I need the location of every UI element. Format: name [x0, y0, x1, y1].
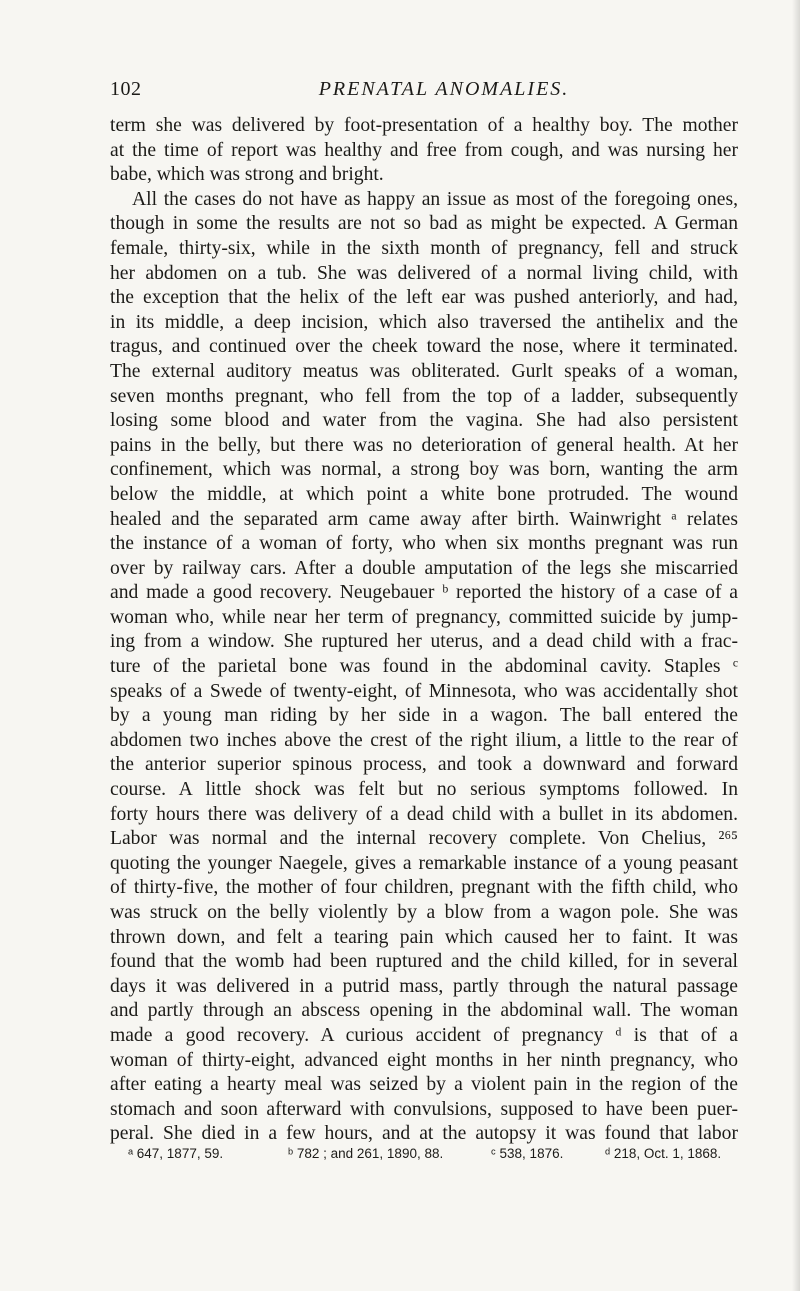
- text-line: the instance of a woman of forty, who when six months pregnant was run: [110, 533, 738, 555]
- text-line: course. A little shock was felt but no serious symptoms followed. In: [110, 779, 738, 801]
- text-line: babe, which was strong and bright.: [110, 164, 384, 186]
- text-line: woman who, while near her term of pregnancy, committed suicide by jump-: [110, 606, 738, 628]
- footnote-d: ᵈ 218, Oct. 1, 1868.: [605, 1146, 722, 1161]
- text-line: her abdomen on a tub. She was delivered of a normal living child, with: [110, 262, 738, 284]
- text-line: seven months pregnant, who fell from the top of a ladder, subsequently: [110, 385, 738, 407]
- text-line: All the cases do not have as happy an issue as most of the foregoing ones,: [132, 188, 738, 210]
- page-number: 102: [110, 78, 142, 100]
- text-line: tragus, and continued over the cheek toward the nose, where it terminated.: [110, 336, 738, 358]
- running-head: [110, 78, 738, 102]
- text-line: the anterior superior spinous process, and took a downward and forward: [110, 754, 738, 776]
- text-line: pains in the belly, but there was no deterioration of general health. At her: [110, 434, 738, 456]
- text-line: ing from a window. She ruptured her uterus, and a dead child with a frac-: [110, 631, 738, 653]
- text-line: forty hours there was delivery of a dead child with a bullet in its abdomen.: [110, 803, 738, 825]
- text-line: was struck on the belly violently by a blow from a wagon pole. She was: [110, 902, 738, 923]
- text-line: speaks of a Swede of twenty-eight, of Minnesota, who was accidentally shot: [110, 680, 738, 702]
- text-line: and partly through an abscess opening in the abdominal wall. The woman: [110, 1000, 738, 1022]
- footnote-b: ᵇ 782 ; and 261, 1890, 88.: [288, 1146, 444, 1161]
- text-line: the exception that the helix of the left ear was pushed anteriorly, and had,: [110, 287, 738, 309]
- footnotes: [128, 1146, 738, 1168]
- text-line: female, thirty-six, while in the sixth month of pregnancy, fell and struck: [110, 237, 738, 259]
- text-line: by a young man riding by her side in a wagon. The ball entered the: [110, 705, 738, 727]
- text-line: abdomen two inches above the crest of the right ilium, a little to the rear of: [110, 729, 738, 751]
- text-line: The external auditory meatus was obliterated. Gurlt speaks of a woman,: [110, 360, 738, 382]
- text-line: and made a good recovery. Neugebauer ᵇ reported the history of a case of a: [110, 582, 738, 604]
- text-line: woman of thirty-eight, advanced eight months in her ninth pregnancy, who: [110, 1049, 738, 1071]
- footnote-a: ᵃ 647, 1877, 59.: [128, 1146, 224, 1161]
- text-line: confinement, which was normal, a strong boy was born, wanting the arm: [110, 459, 738, 481]
- text-line: made a good recovery. A curious accident of pregnancy ᵈ is that of a: [110, 1024, 738, 1046]
- text-line: Labor was normal and the internal recovery complete. Von Chelius, ²⁶⁵: [110, 828, 738, 850]
- text-line: quoting the younger Naegele, gives a remarkable instance of a young peasant: [110, 852, 738, 874]
- text-line: stomach and soon afterward with convulsions, supposed to have been puer-: [110, 1098, 738, 1120]
- text-line: thrown down, and felt a tearing pain which caused her to faint. It was: [110, 926, 738, 948]
- running-title: PRENATAL ANOMALIES.: [318, 78, 570, 100]
- text-line: though in some the results are not so bad as might be expected. A German: [110, 213, 738, 235]
- body-text: [110, 114, 738, 1147]
- text-line: losing some blood and water from the vagina. She had also persistent: [110, 410, 738, 432]
- page-edge-shadow: [792, 0, 800, 1291]
- text-line: after eating a hearty meal was seized by a violent pain in the region of the: [110, 1074, 738, 1096]
- footnote-c: ᶜ 538, 1876.: [491, 1146, 564, 1161]
- text-line: healed and the separated arm came away after birth. Wainwright ᵃ relates: [110, 508, 738, 530]
- text-line: days it was delivered in a putrid mass, partly through the natural passage: [110, 975, 738, 997]
- text-line: of thirty-five, the mother of four children, pregnant with the fifth child, who: [110, 877, 738, 899]
- text-line: in its middle, a deep incision, which also traversed the antihelix and the: [110, 311, 738, 333]
- text-line: below the middle, at which point a white bone protruded. The wound: [110, 483, 738, 505]
- text-line: found that the womb had been ruptured and the child killed, for in several: [110, 951, 738, 973]
- text-line: ture of the parietal bone was found in the abdominal cavity. Staples ᶜ: [110, 656, 738, 678]
- text-line: over by railway cars. After a double amputation of the legs she miscarried: [110, 557, 738, 579]
- text-line: peral. She died in a few hours, and at the autopsy it was found that labor: [110, 1123, 738, 1145]
- text-line: at the time of report was healthy and free from cough, and was nursing her: [110, 139, 738, 161]
- text-line: term she was delivered by foot-presentation of a healthy boy. The mother: [110, 115, 738, 136]
